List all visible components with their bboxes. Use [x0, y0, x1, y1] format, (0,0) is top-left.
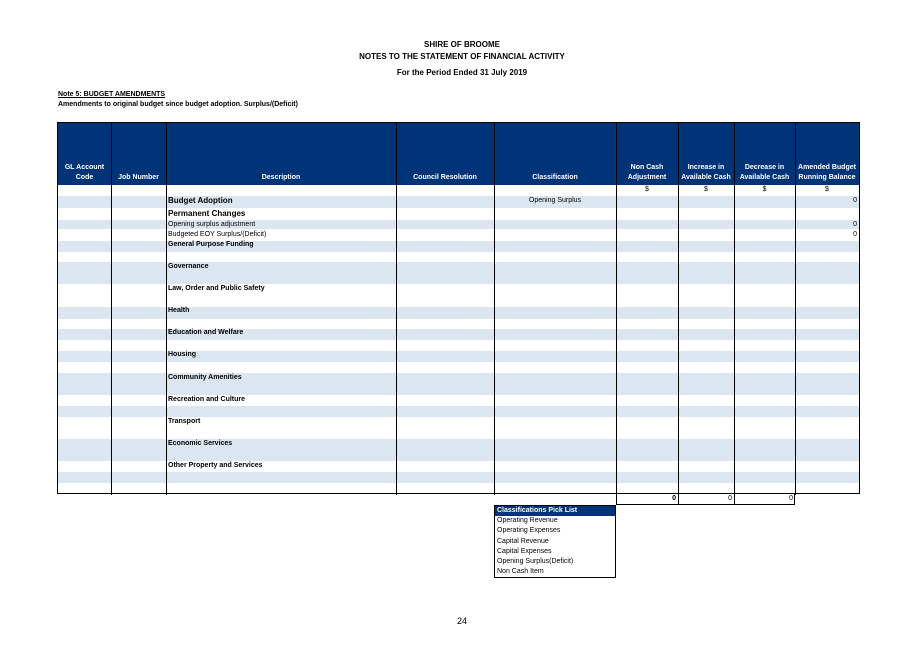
budgeted-eoy-balance: 0: [853, 231, 857, 238]
category-education-welfare: Education and Welfare: [168, 329, 244, 336]
budget-adoption-classification: Opening Surplus: [528, 197, 582, 204]
col-header-job-number: Job Number: [118, 174, 159, 181]
totals-row: [616, 493, 795, 505]
total-non-cash: 0: [672, 495, 676, 502]
currency-symbol: $: [762, 186, 767, 193]
report-title: NOTES TO THE STATEMENT OF FINANCIAL ACTIVITY: [359, 52, 565, 61]
category-economic-services: Economic Services: [168, 440, 233, 447]
classifications-pick-list: [494, 505, 616, 578]
col-header-running-balance: Amended Budget Running Balance: [798, 164, 856, 181]
opening-surplus-adjustment-label: Opening surplus adjustment: [168, 221, 256, 228]
pick-list-item: Capital Expenses: [497, 547, 552, 555]
col-header-increase: Increase in Available Cash: [681, 164, 731, 181]
pick-list-title: Classifications Pick List: [495, 506, 615, 516]
currency-symbol: $: [645, 186, 649, 193]
budget-amendments-table: [57, 122, 860, 494]
pick-list-item: Non Cash Item: [497, 568, 544, 576]
budgeted-eoy-label: Budgeted EOY Surplus/(Deficit): [168, 231, 267, 238]
report-entity: SHIRE OF BROOME: [423, 40, 500, 49]
budget-adoption-balance: 0: [853, 197, 857, 204]
budget-adoption-label: Budget Adoption: [168, 196, 233, 205]
pick-list-item: Opening Surplus(Deficit): [497, 558, 574, 566]
category-other-property: Other Property and Services: [168, 462, 263, 469]
permanent-changes-label: Permanent Changes: [168, 209, 246, 218]
total-decrease: 0: [789, 495, 793, 502]
category-community-amenities: Community Amenities: [168, 374, 242, 381]
currency-symbol: $: [704, 186, 708, 193]
col-header-council-resolution: Council Resolution: [413, 174, 477, 181]
page-number: 24: [456, 616, 467, 626]
opening-surplus-adjustment-balance: 0: [853, 221, 857, 228]
category-transport: Transport: [168, 418, 201, 425]
category-health: Health: [168, 307, 190, 314]
category-recreation-culture: Recreation and Culture: [168, 396, 246, 403]
pick-list-item: Operating Revenue: [497, 517, 558, 524]
row-band: [58, 472, 859, 483]
total-increase: 0: [728, 495, 732, 502]
report-period: For the Period Ended 31 July 2019: [396, 68, 528, 77]
category-general-purpose-funding: General Purpose Funding: [168, 241, 254, 248]
pick-list-item: Capital Revenue: [497, 537, 549, 545]
col-header-gl-account: GL Account Code: [64, 164, 105, 181]
col-header-classification: Classification: [532, 174, 578, 181]
category-law-order: Law, Order and Public Safety: [168, 285, 265, 292]
category-housing: Housing: [168, 351, 196, 358]
row-band: [58, 406, 859, 417]
note-subtitle: Amendments to original budget since budget adoption. Surplus/(Deficit): [58, 101, 298, 108]
col-header-description: Description: [261, 174, 301, 181]
category-governance: Governance: [168, 263, 209, 270]
currency-symbol: $: [825, 186, 829, 193]
col-header-non-cash: Non Cash Adjustment: [627, 164, 667, 181]
note-title: Note 5: BUDGET AMENDMENTS: [58, 91, 166, 98]
col-header-decrease: Decrease in Available Cash: [739, 164, 790, 181]
pick-list-item: Operating Expenses: [497, 527, 561, 535]
